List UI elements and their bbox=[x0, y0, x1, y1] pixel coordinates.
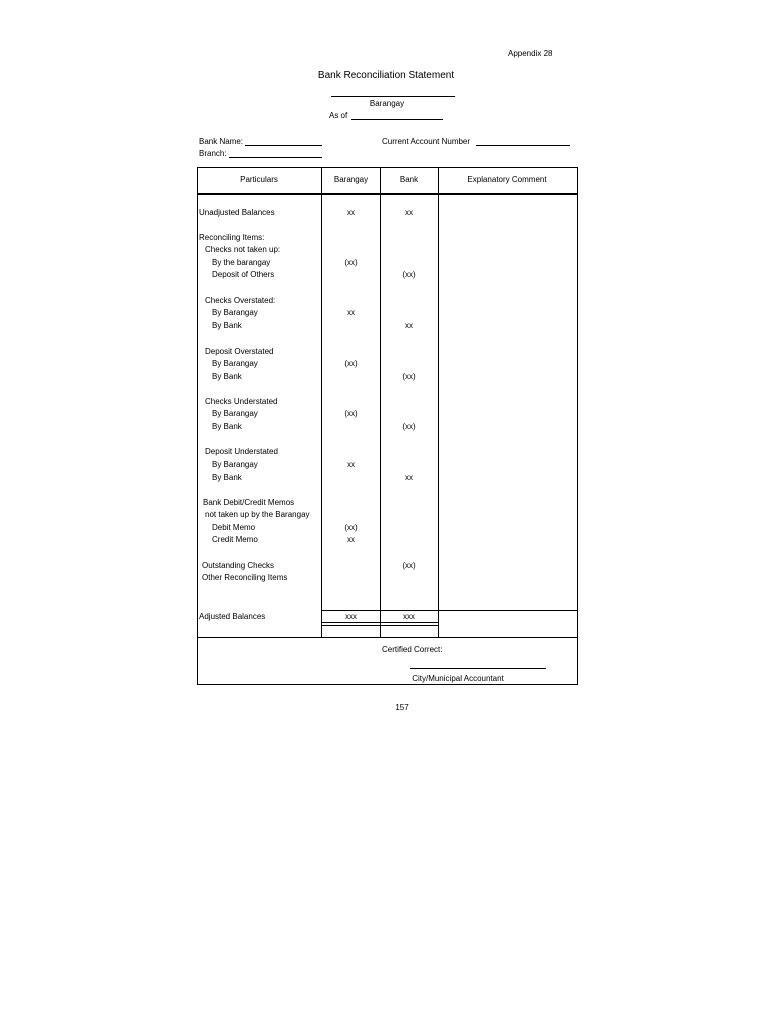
bank-value: xx bbox=[405, 208, 413, 217]
row-label: Unadjusted Balances bbox=[199, 208, 275, 217]
bank-name-line bbox=[245, 145, 322, 146]
as-of-label: As of bbox=[329, 111, 348, 120]
bank-value: xx bbox=[405, 473, 413, 482]
row-label: By Barangay bbox=[212, 409, 258, 418]
row-label: Outstanding Checks bbox=[202, 561, 275, 570]
row-label: Deposit Understated bbox=[205, 447, 278, 456]
column-header-explanatory-comment: Explanatory Comment bbox=[467, 175, 547, 184]
adjusted-bank-value: xxx bbox=[403, 612, 415, 621]
row-label: By the barangay bbox=[212, 258, 271, 267]
barangay-value: (xx) bbox=[344, 409, 358, 418]
row-label: By Bank bbox=[212, 372, 242, 381]
current-account-line bbox=[476, 145, 570, 146]
barangay-value: (xx) bbox=[344, 359, 358, 368]
signatory-title: City/Municipal Accountant bbox=[412, 674, 504, 683]
row-label: Other Reconciling Items bbox=[202, 573, 288, 582]
bank-value: (xx) bbox=[402, 561, 416, 570]
row-label: Checks Overstated: bbox=[205, 296, 276, 305]
row-label: Deposit of Others bbox=[212, 270, 275, 279]
row-label: Checks not taken up: bbox=[205, 245, 281, 254]
column-header-particulars: Particulars bbox=[240, 175, 278, 184]
signature-line bbox=[410, 668, 546, 669]
barangay-label: Barangay bbox=[369, 99, 405, 108]
page-number: 157 bbox=[395, 703, 409, 712]
branch-label: Branch: bbox=[199, 149, 227, 158]
row-label: By Bank bbox=[212, 422, 242, 431]
row-label: Bank Debit/Credit Memos bbox=[203, 498, 295, 507]
row-label: By Bank bbox=[212, 321, 242, 330]
as-of-line bbox=[351, 119, 443, 120]
row-label: By Barangay bbox=[212, 460, 258, 469]
row-label: Credit Memo bbox=[212, 535, 258, 544]
row-label: Deposit Overstated bbox=[205, 347, 274, 356]
bank-value: (xx) bbox=[402, 372, 416, 381]
bank-value: (xx) bbox=[402, 422, 416, 431]
barangay-value: xx bbox=[347, 208, 355, 217]
row-label: By Barangay bbox=[212, 308, 258, 317]
bank-value: xx bbox=[405, 321, 413, 330]
bank-name-label: Bank Name: bbox=[199, 137, 244, 146]
barangay-value: xx bbox=[347, 535, 355, 544]
adjusted-balances-label: Adjusted Balances bbox=[199, 612, 266, 621]
row-label: Reconciling Items: bbox=[199, 233, 265, 242]
bank-value: (xx) bbox=[402, 270, 416, 279]
barangay-value: (xx) bbox=[344, 258, 358, 267]
row-label: By Bank bbox=[212, 473, 242, 482]
barangay-value: xx bbox=[347, 460, 355, 469]
row-label: not taken up by the Barangay bbox=[205, 510, 310, 519]
barangay-value: xx bbox=[347, 308, 355, 317]
adjusted-barangay-value: xxx bbox=[345, 612, 357, 621]
row-label: Debit Memo bbox=[212, 523, 256, 532]
column-header-bank: Bank bbox=[399, 175, 419, 184]
barangay-value: (xx) bbox=[344, 523, 358, 532]
barangay-name-line bbox=[331, 96, 455, 97]
appendix-label: Appendix 28 bbox=[508, 49, 553, 58]
row-label: By Barangay bbox=[212, 359, 258, 368]
page-title: Bank Reconciliation Statement bbox=[317, 70, 455, 81]
branch-line bbox=[229, 157, 322, 158]
column-header-barangay: Barangay bbox=[333, 175, 369, 184]
current-account-label: Current Account Number bbox=[382, 137, 471, 146]
certified-correct-label: Certified Correct: bbox=[382, 645, 443, 654]
row-label: Checks Understated bbox=[205, 397, 278, 406]
